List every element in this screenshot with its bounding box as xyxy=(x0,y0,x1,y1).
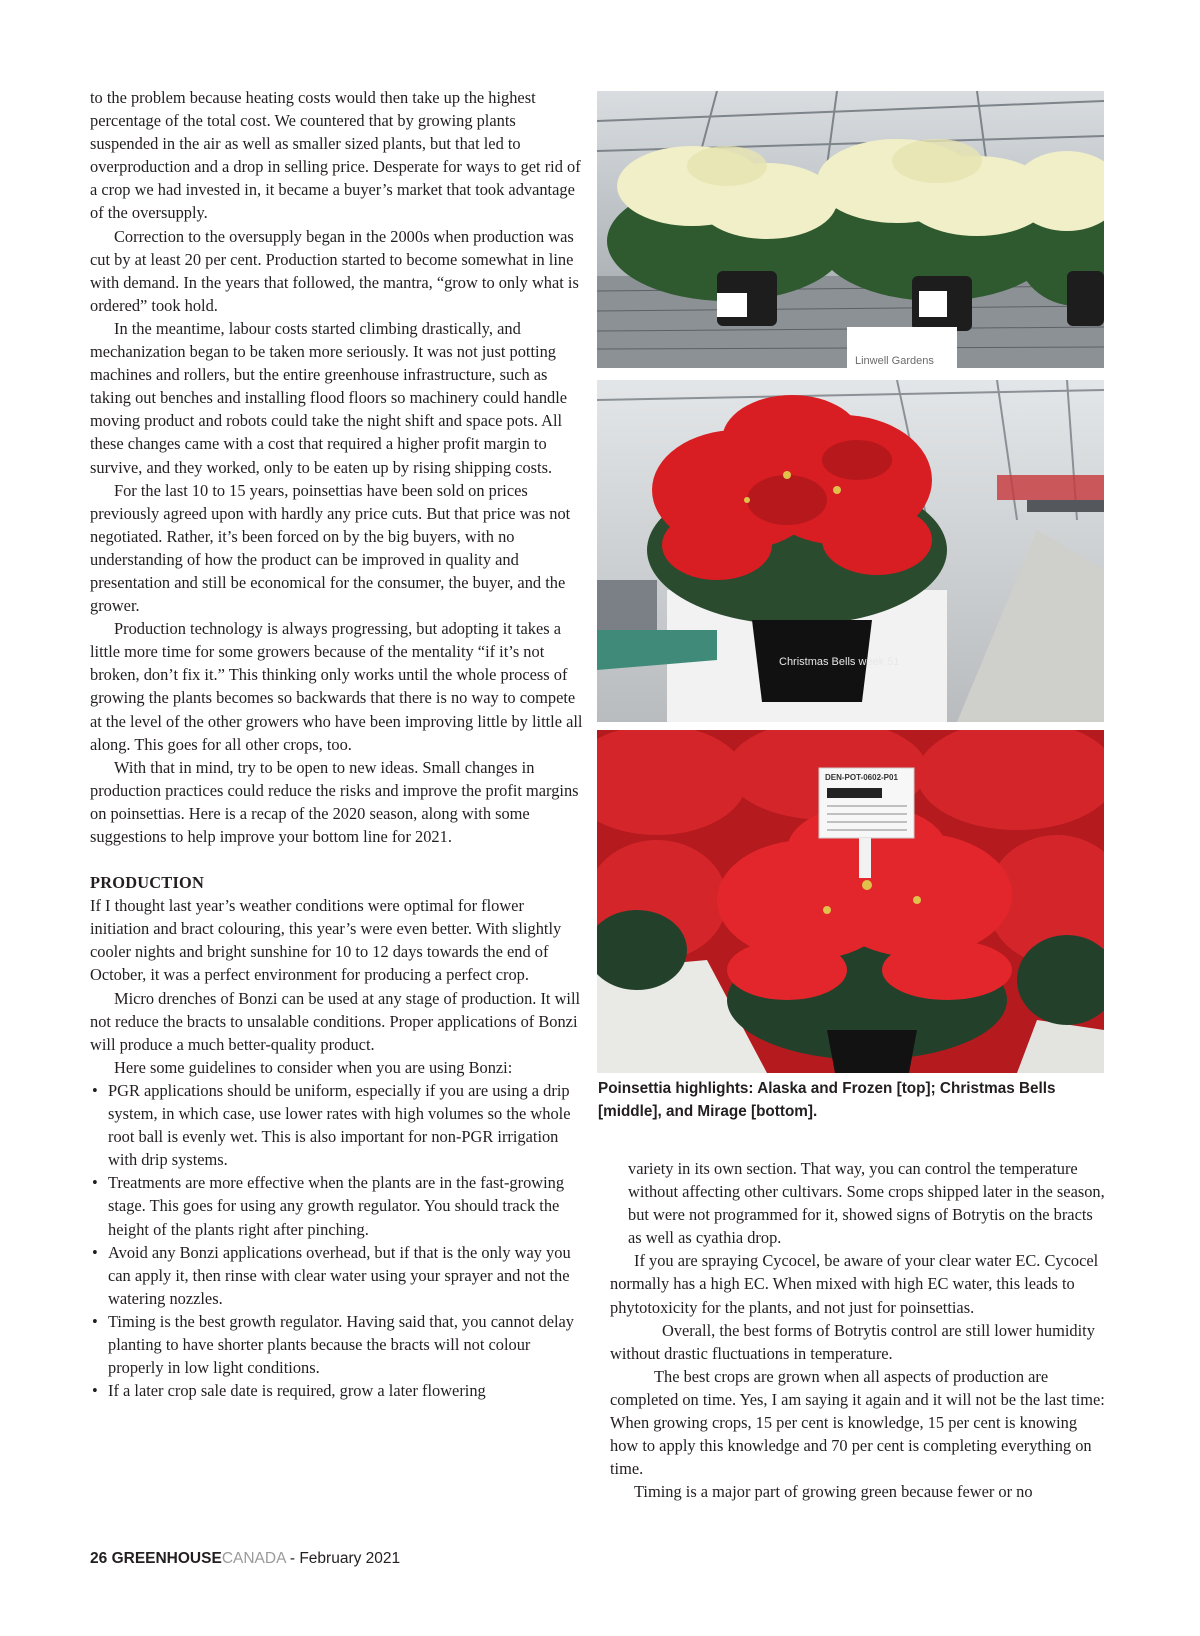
publication-name: GREENHOUSE xyxy=(111,1550,222,1567)
paragraph: If I thought last year’s weather conditions were optimal for flower initiation and bract colouring, this year’s were even better. With slightly cooler nights and bright sunshine for 10 to 12 days towards the end of October, it was a perfect environment for producing a perfect crop. xyxy=(90,896,562,985)
section-heading: PRODUCTION xyxy=(90,873,205,893)
photo-white-poinsettias xyxy=(597,91,1104,368)
page-number: 26 xyxy=(90,1550,108,1567)
list-item: • Timing is the best growth regulator. Having said that, you cannot delay planting to have shorter plants because the bracts will not colour properly in low light conditions. xyxy=(90,1310,586,1379)
page-footer xyxy=(90,1550,400,1568)
photo-mirage xyxy=(597,730,1104,1073)
sign-text: Linwell Gardens xyxy=(855,355,934,367)
list-item: • If a later crop sale date is required, grow a later flowering xyxy=(90,1379,586,1402)
right-column xyxy=(610,1157,1106,1503)
plant-tag-text: DEN-POT-0602-P01 xyxy=(825,773,898,782)
list-item: • Avoid any Bonzi applications overhead, but if that is the only way you can apply it, then rinse with clear water using your sprayer and not the watering nozzles. xyxy=(90,1241,586,1310)
publication-suffix: CANADA xyxy=(221,1550,286,1567)
paragraph: Here some guidelines to consider when you are using Bonzi: xyxy=(114,1057,513,1077)
guidelines-list xyxy=(90,1079,586,1402)
paragraph: to the problem because heating costs would then take up the highest percentage of the total cost. We countered that by growing plants suspended in the air as well as smaller sized plants, but that led to overproduction and a drop in selling price. Desperate for ways to get rid of a crop we had invested in, it became a buyer’s market that took advantage of the oversupply. xyxy=(90,88,581,223)
photo-christmas-bells xyxy=(597,380,1104,722)
paragraph: Overall, the best forms of Botrytis control are still lower humidity without drastic fluctuations in temperature. xyxy=(610,1320,1095,1363)
paragraph: The best crops are grown when all aspects of production are completed on time. Yes, I am saying it again and it will not be the last time: When growing crops, 15 per cent is knowledge, 15 per cent is knowing how to apply this knowledge and 70 per cent is completing everything on time. xyxy=(610,1366,1105,1479)
issue-date: - February 2021 xyxy=(289,1550,401,1567)
list-item: • PGR applications should be uniform, especially if you are using a drip system, in which case, use lower rates with high volumes so the whole root ball is evenly wet. This is also important for non-PGR irrigation with drip systems. xyxy=(90,1079,586,1171)
paragraph: With that in mind, try to be open to new ideas. Small changes in production practices could reduce the risks and improve the profit margins on poinsettias. Here is a recap of the 2020 season, along with some suggestions to help improve your bottom line for 2021. xyxy=(90,757,579,846)
list-item: • Treatments are more effective when the plants are in the fast-growing stage. This goes for using any growth regulator. You should track the height of the plants right after pinching. xyxy=(90,1171,586,1240)
paragraph: In the meantime, labour costs started climbing drastically, and mechanization began to be taken more seriously. It was not just potting machines and rollers, but the entire greenhouse infrastructure, such as taking out benches and installing flood floors so machinery could handle moving product and robots could take the night shift and space pots. All these changes came with a cost that required a higher profit margin to survive, and they worked, only to be eaten up by rising shipping costs. xyxy=(90,318,568,477)
paragraph: variety in its own section. That way, you can control the temperature without affecting other cultivars. Some crops shipped later in the season, but were not programmed for it, showed signs of Botrytis on the bracts as well as cyathia drop. xyxy=(628,1159,1105,1248)
pot-label: Christmas Bells week 51 xyxy=(779,656,900,668)
paragraph: For the last 10 to 15 years, poinsettias have been sold on prices previously agreed upon with hardly any price cuts. But that price was not negotiated. Rather, it’s been forced on by the big buyers, with no understanding of how the product can be improved in quality and presentation and still be economical for the consumer, the buyer, and the grower. xyxy=(90,480,571,616)
paragraph: Timing is a major part of growing green because fewer or no xyxy=(634,1482,1033,1502)
paragraph: Correction to the oversupply began in the 2000s when production was cut by at least 20 per cent. Production started to become somewhat in line with demand. In the years that followed, the mantra, “grow to only what is ordered” took hold. xyxy=(90,226,579,315)
paragraph: Micro drenches of Bonzi can be used at any stage of production. It will not reduce the bracts to unsalable conditions. Proper applications of Bonzi will produce a much better-quality product. xyxy=(90,988,581,1054)
left-column xyxy=(90,86,586,1402)
paragraph: Production technology is always progressing, but adopting it takes a little more time for some growers because of the mentality “if it’s not broken, don’t fix it.” This thinking only works until the whole process of growing the plants becomes so backwards that there is no way to compete at the level of the other growers who have been improving little by little all along. This goes for all other crops, too. xyxy=(90,619,583,754)
photo-caption: Poinsettia highlights: Alaska and Frozen [top]; Christmas Bells [middle], and Mirage [bottom]. xyxy=(598,1080,1056,1120)
paragraph: If you are spraying Cycocel, be aware of your clear water EC. Cycocel normally has a high EC. When mixed with high EC water, this leads to phytotoxicity for the plants, and not just for poinsettias. xyxy=(610,1251,1099,1317)
